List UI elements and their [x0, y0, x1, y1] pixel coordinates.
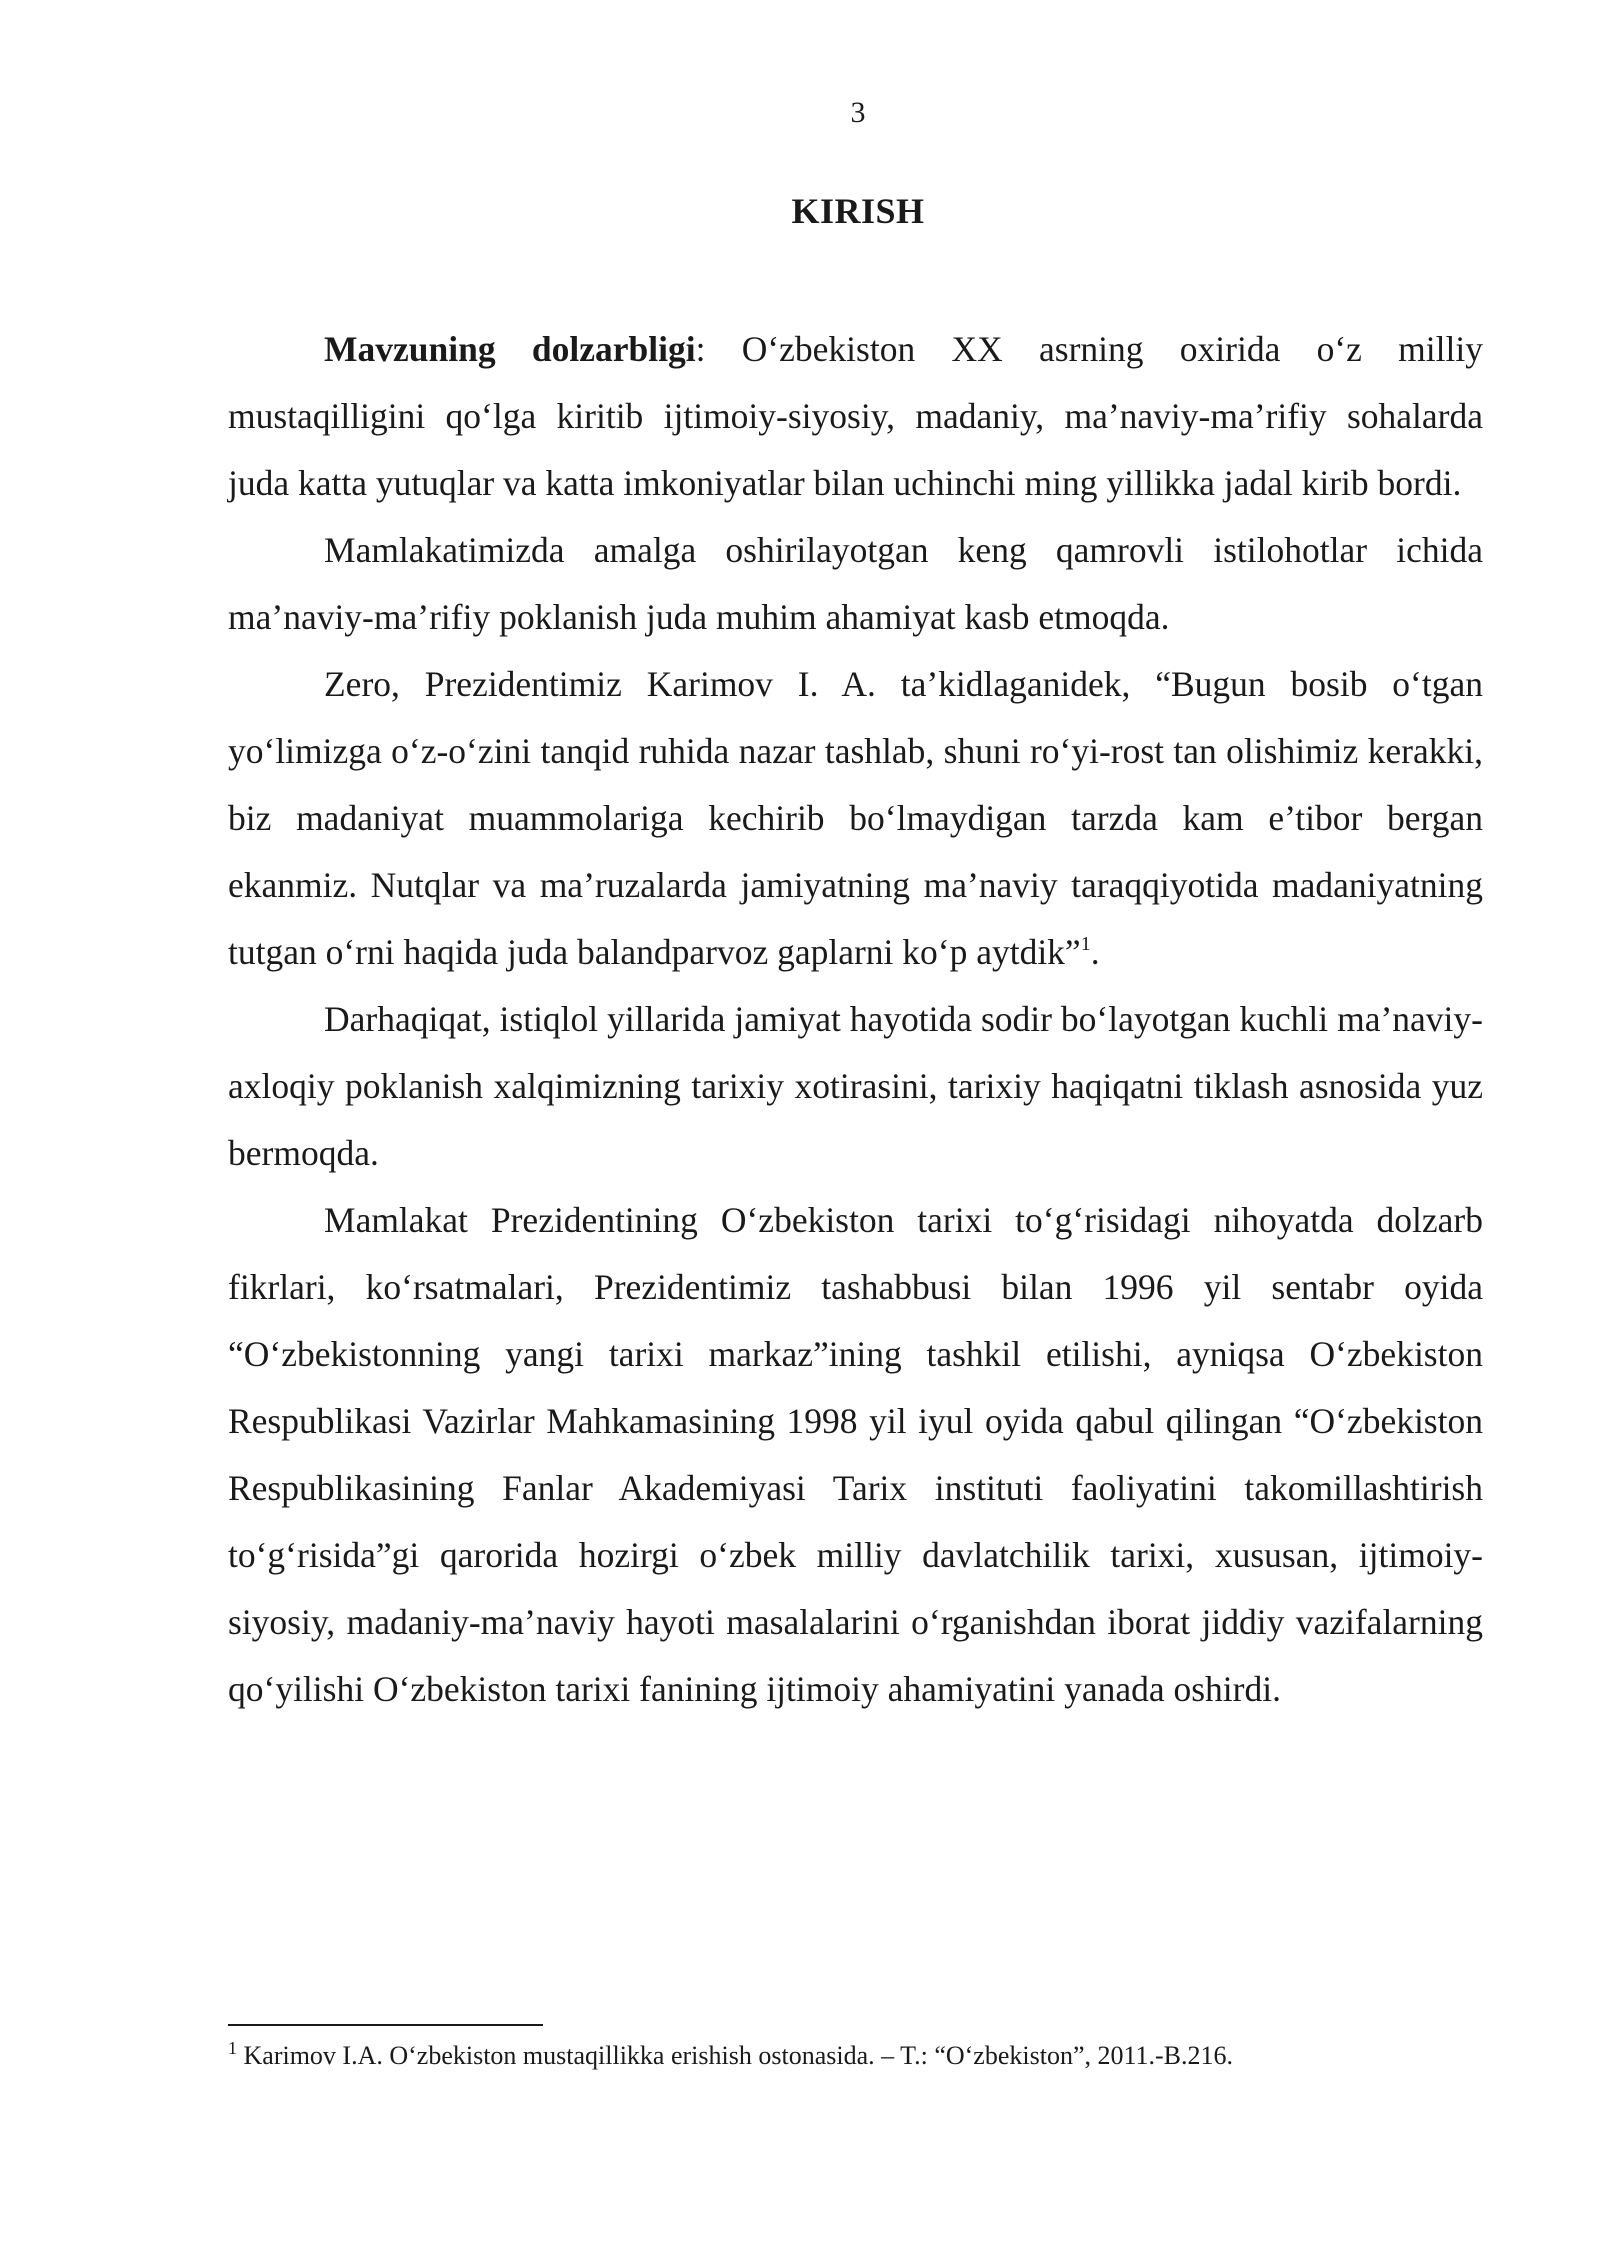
quote-end: . [1090, 932, 1100, 972]
paragraph-quote [228, 651, 1483, 986]
quote-text: Zero, Prezidentimiz Karimov I. A. ta’kidlaganidek, “Bugun bosib o‘tgan yo‘limizga o‘z-o‘zini tanqid ruhida nazar tashlab, shuni ro‘yi-rost tan olishimiz kerakki, biz madaniyat muammolariga kechirib bo‘lmaydigan tarzda kam e’tibor bergan ekanmiz. Nutqlar va ma’ruzalarda jamiyatning ma’naviy taraqqiyotida madaniyatning tutgan o‘rni haqida juda balandparvoz gaplarni ko‘p aytdik” [228, 664, 1483, 972]
footnote [228, 2036, 1483, 2076]
footnote-text: Karimov I.A. O‘zbekiston mustaqillikka erishish ostonasida. – T.: “O‘zbekiston”, 2011.-B.216. [237, 2041, 1234, 2070]
footnote-separator [228, 2024, 543, 2026]
paragraph-relevance [228, 316, 1483, 517]
footnote-marker: 1 [228, 2038, 237, 2058]
paragraph: Mamlakatimizda amalga oshirilayotgan keng qamrovli istilohotlar ichida ma’naviy-ma’rifiy poklanish juda muhim ahamiyat kasb etmoqda. [228, 530, 1483, 637]
footnote-reference: 1 [1080, 933, 1091, 955]
paragraph-lead: Mavzuning dolzarbligi [324, 329, 696, 369]
body-text [228, 316, 1483, 1723]
paragraph: Darhaqiqat, istiqlol yillarida jamiyat hayotida sodir bo‘layotgan kuchli ma’naviy-axloqiy poklanish xalqimizning tarixiy xotirasini, tarixiy haqiqatni tiklash asnosida yuz bermoqda. [228, 999, 1483, 1173]
paragraph-text: : O‘zbekiston XX asrning oxirida o‘z milliy mustaqilligini qo‘lga kiritib ijtimoiy-siyosiy, madaniy, ma’naviy-ma’rifiy sohalarda juda katta yutuqlar va katta imkoniyatlar bilan uchinchi ming yillikka jadal kirib bordi. [228, 329, 1483, 503]
paragraph: Mamlakat Prezidentining O‘zbekiston tarixi to‘g‘risidagi nihoyatda dolzarb fikrlari, ko‘rsatmalari, Prezidentimiz tashabbusi bilan 1996 yil sentabr oyida “O‘zbekistonning yangi tarixi markaz”ining tashkil etilishi, ayniqsa O‘zbekiston Respublikasi Vazirlar Mahkamasining 1998 yil iyul oyida qabul qilingan “O‘zbekiston Respublikasining Fanlar Akademiyasi Tarix instituti faoliyatini takomillashtirish to‘g‘risida”gi qarorida hozirgi o‘zbek milliy davlatchilik tarixi, xususan, ijtimoiy-siyosiy, madaniy-ma’naviy hayoti masalalarini o‘rganishdan iborat jiddiy vazifalarning qo‘yilishi O‘zbekiston tarixi fanining ijtimoiy ahamiyatini yanada oshirdi. [228, 1200, 1483, 1709]
page-number: 3 [850, 96, 866, 129]
section-heading: KIRISH [791, 191, 925, 231]
